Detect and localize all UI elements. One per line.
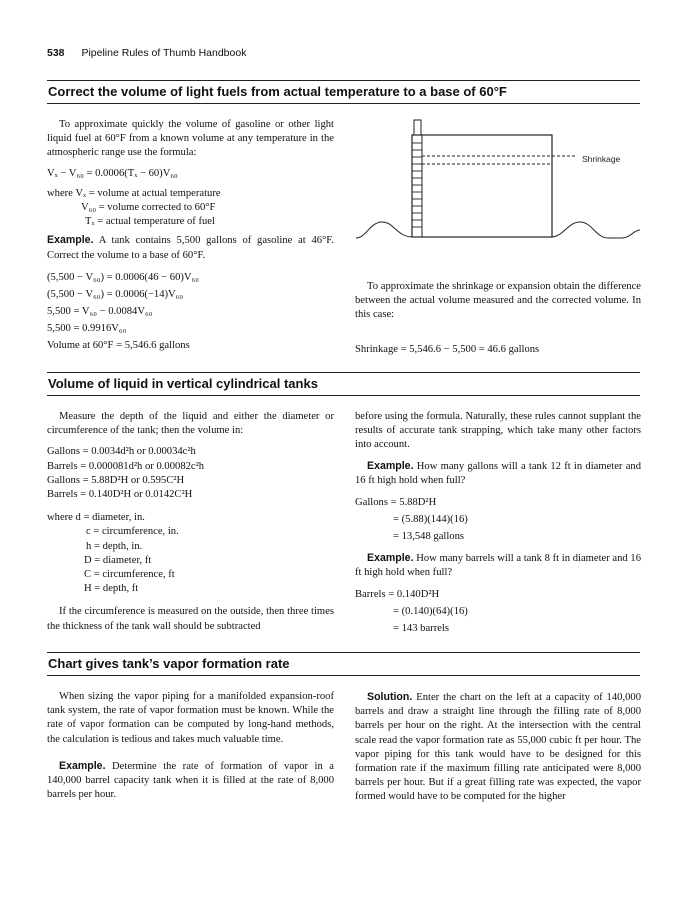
where-line: D = diameter, ft [84, 554, 152, 566]
volume-formula: Gallons = 5.88D²H or 0.595C²H [47, 474, 185, 486]
where-line: where Vₓ = volume at actual temperature [47, 187, 221, 199]
calc-step: (5,500 − V₆₀) = 0.0006(46 − 60)V₆₀ [47, 271, 199, 283]
shrinkage-explanation: To approximate the shrinkage or expansion obtain the difference between the actual volume measured and the corrected volume. In this case: [355, 281, 641, 321]
where-line: H = depth, ft [84, 583, 139, 595]
calc-step: = 143 barrels [393, 623, 449, 635]
calc-step: = (0.140)(64)(16) [393, 606, 468, 618]
where-line: V₆₀ = volume corrected to 60°F [81, 202, 216, 214]
volume-formula: Gallons = 0.0034d²h or 0.00034c²h [47, 446, 196, 458]
section-title-fuel-correction: Correct the volume of light fuels from actual temperature to a base of 60°F [47, 80, 640, 104]
running-header [47, 47, 246, 59]
section3-example [47, 759, 334, 803]
example-label: Example. [59, 759, 106, 772]
volume-formula: Barrels = 0.000081d²h or 0.00082c²h [47, 460, 205, 472]
calc-step: 5,500 = V₆₀ − 0.0084V₆₀ [47, 305, 153, 317]
section1-example [47, 233, 334, 262]
section2-left-column [47, 410, 334, 634]
tank-drawing [356, 120, 640, 238]
section1-left-column [47, 118, 334, 354]
example-label: Example. [47, 234, 94, 247]
book-title: Pipeline Rules of Thumb Handbook [81, 47, 247, 59]
section1-right-column [355, 280, 641, 357]
example-text: Determine the rate of formation of vapor in a 140,000 barrel capacity tank when it is filled at the rate of 8,000 barrels per hour. [47, 760, 334, 801]
solution-label: Solution. [367, 691, 413, 703]
section2-continuation: before using the formula. Naturally, these rules cannot supplant the results of accurate tank strapping, which take many other factors into account. [355, 411, 641, 451]
calc-step: = (5.88)(144)(16) [393, 514, 468, 526]
section3-left-column [47, 690, 334, 802]
calc-step: Barrels = 0.140D²H [355, 589, 440, 601]
volume-formula: Barrels = 0.140D²H or 0.0142C²H [47, 489, 193, 501]
example-barrels [355, 551, 641, 580]
calc-step: Gallons = 5.88D²H [355, 497, 437, 509]
section2-right-column [355, 410, 641, 637]
calc-step: = 13,548 gallons [393, 531, 465, 543]
calc-step: Volume at 60°F = 5,546.6 gallons [47, 339, 190, 351]
section3-right-column [355, 690, 641, 805]
example-text: How many gallons will a tank 12 ft in diameter and 16 ft high hold when full? [355, 460, 641, 486]
example-label: Example. [367, 459, 414, 472]
section1-formula: Vₓ − V₆₀ = 0.0006(Tₓ − 60)V₆₀ [47, 167, 178, 179]
section-title-vapor-rate: Chart gives tank’s vapor formation rate [47, 652, 640, 676]
tank-shrinkage-figure [352, 110, 644, 260]
section1-intro: To approximate quickly the volume of gasoline or other light liquid fuel at 60°F from a known volume at any temperature in the atmospheric range use the formula: [47, 119, 334, 159]
where-line: Tₓ = actual temperature of fuel [85, 216, 215, 228]
section-title-cylindrical-tanks: Volume of liquid in vertical cylindrical tanks [47, 372, 640, 396]
shrinkage-result: Shrinkage = 5,546.6 − 5,500 = 46.6 gallons [355, 343, 540, 355]
shrinkage-label: Shrinkage [582, 154, 621, 164]
where-line: where d = diameter, in. [47, 512, 145, 524]
where-line: C = circumference, ft [84, 569, 175, 581]
where-line: c = circumference, in. [86, 526, 179, 538]
section3-solution [355, 690, 641, 805]
page-number: 538 [47, 47, 65, 59]
example-text: A tank contains 5,500 gallons of gasoline at 46°F. Correct the volume to a base of 60°F. [47, 235, 334, 261]
example-gallons [355, 459, 641, 488]
section2-intro: Measure the depth of the liquid and either the diameter or circumference of the tank; then the volume in: [47, 411, 334, 437]
circumference-note: If the circumference is measured on the outside, then three times the thickness of the tank wall should be subtracted [47, 606, 334, 632]
calc-step: 5,500 = 0.9916V₆₀ [47, 322, 127, 334]
example-text: How many barrels will a tank 8 ft in diameter and 16 ft high hold when full? [355, 553, 641, 579]
calc-step: (5,500 − V₆₀) = 0.0006(−14)V₆₀ [47, 288, 184, 300]
where-line: h = depth, in. [86, 540, 143, 552]
section3-intro: When sizing the vapor piping for a manifolded expansion-roof tank system, the rate of vapor formation must be known. While the rate of vapor formation can be computed by long-hand methods, the calculation is tedious and takes much valuable time. [47, 691, 334, 745]
example-label: Example. [367, 552, 414, 565]
solution-text: Enter the chart on the left at a capacity of 140,000 barrels and draw a straight line through the filling rate of 8,000 barrels per hour on the right. At the intersection with the central scale read the vapor formation rate as 55,000 cubic ft per hour. The vapor piping for this tank would have to be designed for this formation rate if the maximum filling rate anticipated were 8,000 barrels per hour. But if a great filling rate was expected, the vapor formed would have to be computed for the higher [355, 692, 641, 803]
